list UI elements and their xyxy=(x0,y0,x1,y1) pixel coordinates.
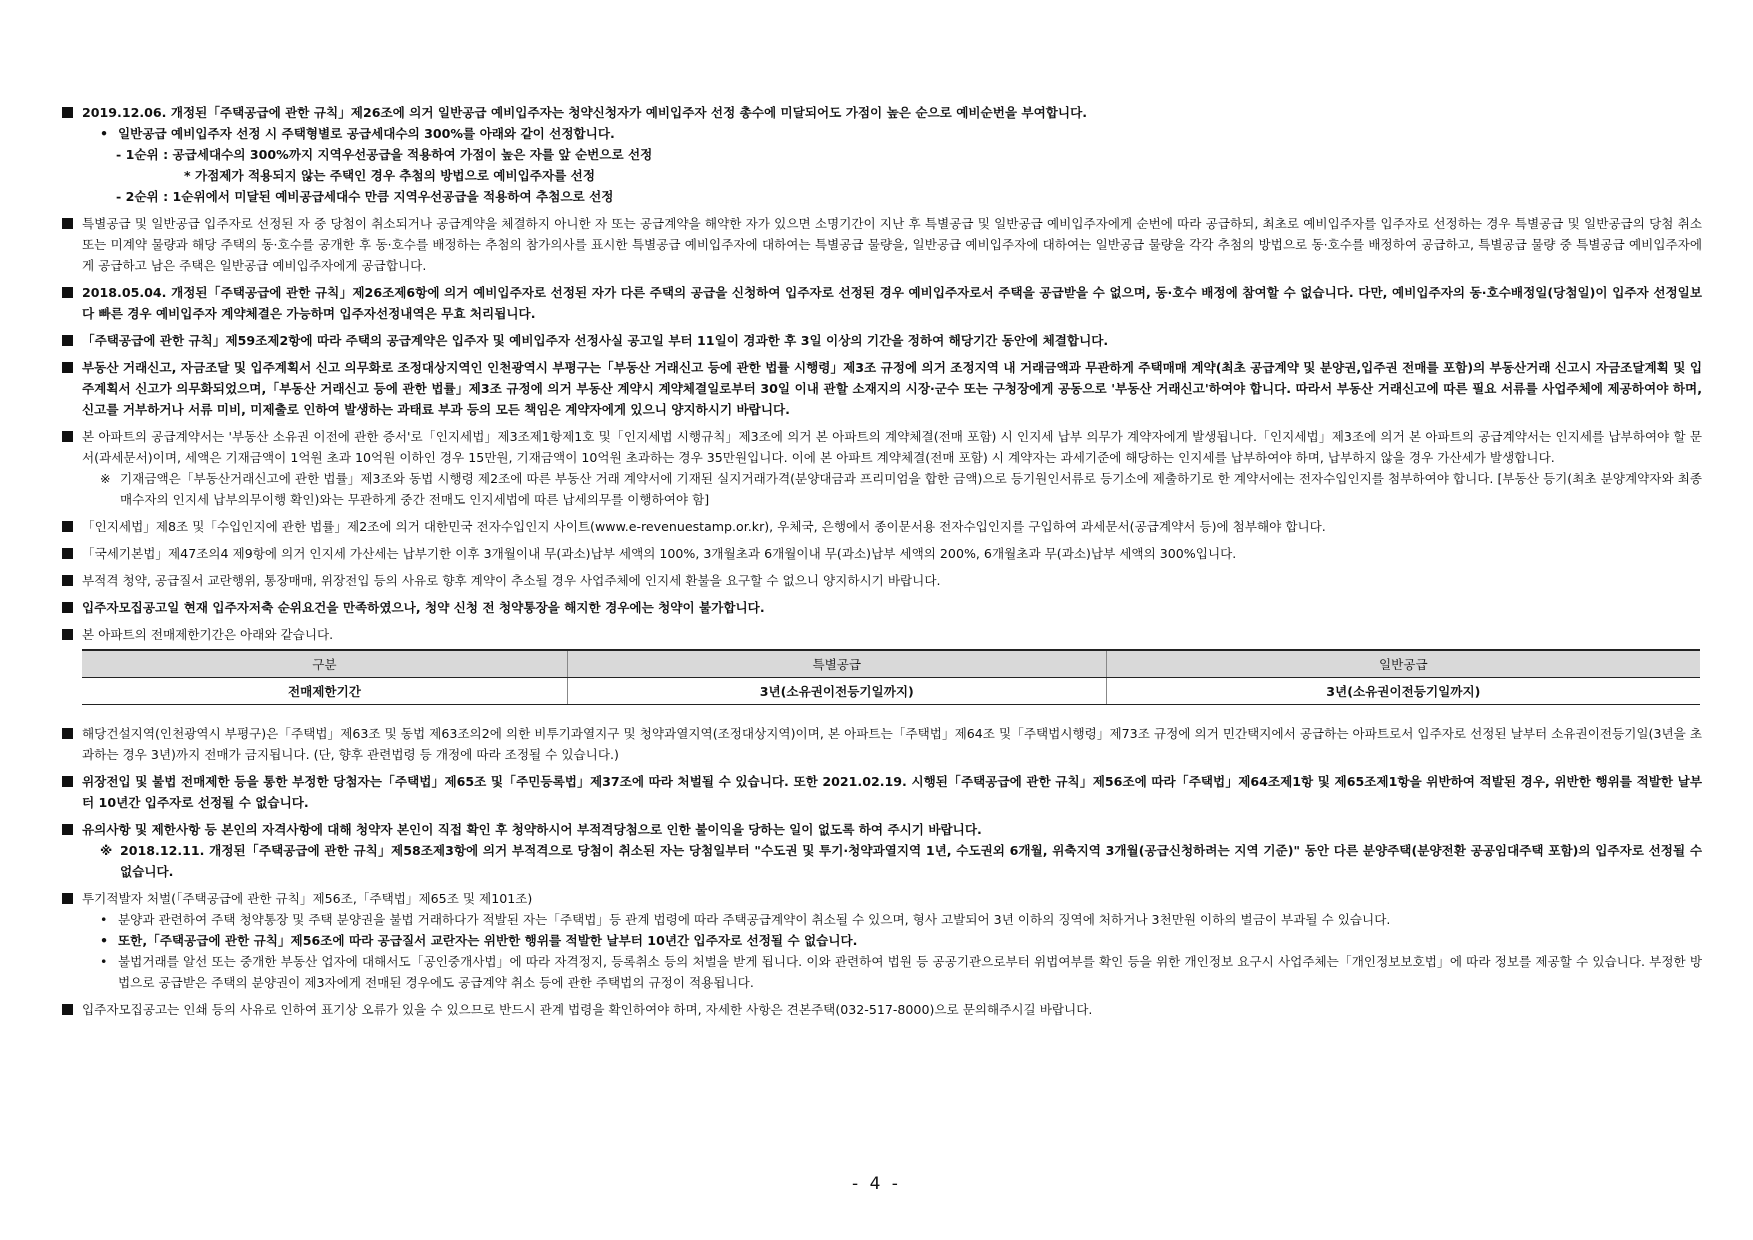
paragraph-text: 「인지세법」제8조 및「수입인지에 관한 법률」제2조에 의거 대한민국 전자수입인지 사이트(www.e-revenuestamp.or.kr), 우체국, 은행에서 종이문서용 전자수입인지를 구입하여 과세문서(공급계약서 등)에 첨부해야 합니다. xyxy=(82,519,1326,534)
square-bullet-icon xyxy=(62,107,73,118)
reference-mark-icon: ※ xyxy=(100,471,111,486)
notice-paragraph-e-stamp xyxy=(62,516,1702,537)
paragraph-text: 「국세기본법」제47조의4 제9항에 의거 인지세 가산세는 납부기한 이후 3개월이내 무(과소)납부 세액의 100%, 3개월초과 6개월이내 무(과소)납부 세액의 200%, 6개월초과 무(과소)납부 세액의 300%입니다. xyxy=(82,546,1237,561)
rank2-item: - 2순위 : 1순위에서 미달된 예비공급세대수 만큼 지역우선공급을 적용하여 추첨으로 선정 xyxy=(116,189,614,204)
table-row xyxy=(82,678,1700,705)
square-bullet-icon xyxy=(62,548,73,559)
square-bullet-icon xyxy=(62,893,73,904)
notice-paragraph-transaction-report xyxy=(62,357,1702,420)
notice-paragraph-contract-period xyxy=(62,330,1702,351)
notice-paragraph-reserve-restriction xyxy=(62,282,1702,324)
paragraph-text: 2019.12.06. 개정된「주택공급에 관한 규칙」제26조에 의거 일반공급 예비입주자는 청약신청자가 예비입주자 선정 총수에 미달되어도 가점이 높은 순으로 예비순번을 부여합니다. xyxy=(82,105,1088,120)
dot-bullet-icon: • xyxy=(100,126,109,141)
notice-paragraph-penalty-tax xyxy=(62,543,1702,564)
paragraph-text: 본 아파트의 공급계약서는 '부동산 소유권 이전에 관한 증서'로「인지세법」제3조제1항제1호 및「인지세법 시행규칙」제3조에 의거 본 아파트의 계약체결(전매 포함) 시 인지세 납부 의무가 계약자에게 발생됩니다.「인지세법」제3조에 의거 본 아파트의 공급계약서는 인지세를 납부하여야 할 문서(과세문서)이며, 세액은 기재금액이 1억원 초과 10억원 이하인 경우 15만원, 기재금액이 10억원 초과하는 경우 35만원입니다. 이에 본 아파트 계약체결(전매 포함) 시 계약자는 과세기준에 해당하는 인지세를 납부하여야 하며, 납부하지 않을 경우 가산세가 발생합니다. xyxy=(82,429,1702,465)
table-cell: 전매제한기간 xyxy=(82,678,567,705)
square-bullet-icon xyxy=(62,728,73,739)
stamp-tax-note: ※ 기재금액은「부동산거래신고에 관한 법률」제3조와 동법 시행령 제2조에 따른 부동산 거래 계약서에 기재된 실지거래가격(분양대금과 프리미엄을 합한 금액)으로 등기원인서류로 등기소에 제출하기로 한 계약서에는 전자수입인지를 첨부하여야 합니다. [부동산 등기(최초 분양계약자와 최종 매수자의 인지세 납부의무이행 확인)와는 무관하게 중간 전매도 인지세법에 따른 납세의무를 이행하여야 함] xyxy=(82,468,1702,510)
square-bullet-icon xyxy=(62,575,73,586)
paragraph-text: 투기적발자 처벌(「주택공급에 관한 규칙」제56조,「주택법」제65조 및 제101조) xyxy=(82,891,533,906)
table-cell: 3년(소유권이전등기일까지) xyxy=(1106,678,1700,705)
paragraph-text: 2018.05.04. 개정된「주택공급에 관한 규칙」제26조제6항에 의거 예비입주자로 선정된 자가 다른 주택의 공급을 신청하여 입주자로 선정된 경우 예비입주자로서 주택을 공급받을 수 없으며, 동·호수 배정에 참여할 수 없습니다. 다만, 예비입주자의 동·호수배정일(당첨일)이 입주자 선정일보다 빠른 경우 예비입주자 계약체결은 가능하며 입주자선정내역은 무효 처리됩니다. xyxy=(82,285,1702,321)
notice-body xyxy=(62,102,1702,1026)
notice-paragraph-eligibility-check xyxy=(62,819,1702,882)
square-bullet-icon xyxy=(62,287,73,298)
bullet-item: • 불법거래를 알선 또는 중개한 부동산 업자에 대해서도「공인중개사법」에 따라 자격정지, 등록취소 등의 처벌을 받게 됩니다. 이와 관련하여 법원 등 공공기관으로부터 위법여부를 확인 등을 위한 개인정보 요구시 사업주체는「개인정보보호법」에 따라 정보를 제공할 수 있습니다. 부정한 방법으로 공급받은 주택의 분양권이 제3자에게 전매된 경우에도 공급계약 취소 등에 관한 주택법의 규정이 적용됩니다. xyxy=(82,951,1702,993)
bullet-item: • 분양과 관련하여 주택 청약통장 및 주택 분양권을 불법 거래하다가 적발된 자는「주택법」등 관계 법령에 따라 주택공급계약이 취소될 수 있으며, 형사 고발되어 3년 이하의 징역에 처하거나 3천만원 이하의 벌금이 부과될 수 있습니다. xyxy=(82,909,1702,930)
square-bullet-icon xyxy=(62,431,73,442)
paragraph-text: 해당건설지역(인천광역시 부평구)은「주택법」제63조 및 동법 제63조의2에 의한 비투기과열지구 및 청약과열지역(조정대상지역)이며, 본 아파트는「주택법」제64조 및「주택법시행령」제73조 규정에 의거 민간택지에서 공급하는 아파트로서 입주자로 선정된 날부터 소유권이전등기일(3년을 초과하는 경우 3년)까지 전매가 금지됩니다. (단, 향후 관련법령 등 개정에 따라 조정될 수 있습니다.) xyxy=(82,726,1702,762)
reference-mark-icon: ※ xyxy=(100,843,113,858)
rank1-item: - 1순위 : 공급세대수의 300%까지 지역우선공급을 적용하여 가점이 높은 자를 앞 순번으로 선정 xyxy=(116,147,653,162)
paragraph-text: 「주택공급에 관한 규칙」제59조제2항에 따라 주택의 공급계약은 입주자 및 예비입주자 선정사실 공고일 부터 11일이 경과한 후 3일 이상의 기간을 정하여 해당기간 동안에 체결합니다. xyxy=(82,333,1109,348)
notice-paragraph-stamp-tax xyxy=(62,426,1702,510)
notice-paragraph-speculation-penalty xyxy=(62,888,1702,993)
paragraph-text: 입주자모집공고일 현재 입주자저축 순위요건을 만족하였으나, 청약 신청 전 청약통장을 해지한 경우에는 청약이 불가합니다. xyxy=(82,600,765,615)
notice-paragraph-disclaimer xyxy=(62,999,1702,1020)
notice-paragraph-resale-intro xyxy=(62,624,1702,645)
paragraph-text: 유의사항 및 제한사항 등 본인의 자격사항에 대해 청약자 본인이 직접 확인 후 청약하시어 부적격당첨으로 인한 불이익을 당하는 일이 없도록 하여 주시기 바랍니다. xyxy=(82,822,982,837)
paragraph-text: 위장전입 및 불법 전매제한 등을 통한 부정한 당첨자는「주택법」제65조 및「주민등록법」제37조에 따라 처벌될 수 있습니다. 또한 2021.02.19. 시행된「주택공급에 관한 규칙」제56조에 따라「주택법」제64조제1항 및 제65조제1항을 위반하여 적발된 경우, 위반한 행위를 적발한 날부터 10년간 입주자로 선정될 수 없습니다. xyxy=(82,774,1702,810)
paragraph-text: 부동산 거래신고, 자금조달 및 입주계획서 신고 의무화로 조정대상지역인 인천광역시 부평구는「부동산 거래신고 등에 관한 법률 시행령」제3조 규정에 의거 조정지역 내 거래금액과 무관하게 주택매매 계약(최초 공급계약 및 분양권,입주권 전매를 포함)의 부동산거래 신고시 자금조달계획 및 입주계획서 신고가 의무화되었으며,「부동산 거래신고 등에 관한 법률」제3조 규정에 의거 부동산 계약시 계약체결일로부터 30일 이내 관할 소재지의 시장·군수 또는 구청장에게 공동으로 '부동산 거래신고'하여야 합니다. 따라서 부동산 거래신고에 따른 필요 서류를 사업주체에 제공하여야 하며, 신고를 거부하거나 서류 미비, 미제출로 인하여 발생하는 과태료 부과 등의 모든 책임은 계약자에게 있으니 양지하시기 바랍니다. xyxy=(82,360,1702,417)
square-bullet-icon xyxy=(62,629,73,640)
notice-paragraph-reserve-supply xyxy=(62,213,1702,276)
paragraph-text: 본 아파트의 전매제한기간은 아래와 같습니다. xyxy=(82,627,334,642)
dot-bullet-icon: • xyxy=(100,933,109,948)
square-bullet-icon xyxy=(62,521,73,532)
paragraph-text: 입주자모집공고는 인쇄 등의 사유로 인하여 표기상 오류가 있을 수 있으므로 반드시 관계 법령을 확인하여야 하며, 자세한 사항은 견본주택(032-517-8000)으로 문의해주시길 바랍니다. xyxy=(82,1002,1093,1017)
table-header-cell: 구분 xyxy=(82,650,567,678)
square-bullet-icon xyxy=(62,602,73,613)
page-number: - 4 - xyxy=(852,1174,901,1194)
table-header-row xyxy=(82,650,1700,678)
paragraph-text: 부적격 청약, 공급질서 교란행위, 통장매매, 위장전입 등의 사유로 향후 계약이 추소될 경우 사업주체에 인지세 환불을 요구할 수 없으니 양지하시기 바랍니다. xyxy=(82,573,941,588)
paragraph-text: 특별공급 및 일반공급 입주자로 선정된 자 중 당첨이 취소되거나 공급계약을 체결하지 아니한 자 또는 공급계약을 해약한 자가 있으면 소명기간이 지난 후 특별공급 및 일반공급 예비입주자에게 순번에 따라 공급하되, 최초로 예비입주자를 입주자로 선정하는 경우 특별공급 및 일반공급의 당첨 취소 또는 미계약 물량과 해당 주택의 동·호수를 공개한 후 동·호수를 배정하는 추첨의 참가의사를 표시한 특별공급 예비입주자에 대하여는 특별공급 물량을, 일반공급 예비입주자에 대하여는 일반공급 물량을 각각 추첨의 방법으로 동·호수를 배정하여 공급하고, 특별공급 물량 중 특별공급 예비입주자에게 공급하고 남은 주택은 일반공급 예비입주자에게 공급합니다. xyxy=(82,216,1702,273)
dot-bullet-icon: • xyxy=(100,954,108,969)
rank1-note: * 가점제가 적용되지 않는 주택인 경우 추첨의 방법으로 예비입주자를 선정 xyxy=(184,168,596,183)
notice-paragraph-fraud-penalty xyxy=(62,771,1702,813)
square-bullet-icon xyxy=(62,362,73,373)
bullet-item: • 또한,「주택공급에 관한 규칙」제56조에 따라 공급질서 교란자는 위반한 행위를 적발한 날부터 10년간 입주자로 선정될 수 없습니다. xyxy=(82,930,1702,951)
square-bullet-icon xyxy=(62,776,73,787)
table-header-cell: 특별공급 xyxy=(567,650,1106,678)
square-bullet-icon xyxy=(62,824,73,835)
square-bullet-icon xyxy=(62,1004,73,1015)
resale-restriction-table xyxy=(82,649,1700,705)
bullet-item: • 일반공급 예비입주자 선정 시 주택형별로 공급세대수의 300%를 아래와 같이 선정합니다. xyxy=(82,123,1702,144)
square-bullet-icon xyxy=(62,218,73,229)
ineligible-note: ※ 2018.12.11. 개정된「주택공급에 관한 규칙」제58조제3항에 의거 부적격으로 당첨이 취소된 자는 당첨일부터 "수도권 및 투기·청약과열지역 1년, 수도권외 6개월, 위축지역 3개월(공급신청하려는 지역 기준)" 동안 다른 분양주택(분양전환 공공임대주택 포함)의 입주자로 선정될 수 없습니다. xyxy=(82,840,1702,882)
notice-paragraph-account-cancel xyxy=(62,597,1702,618)
notice-paragraph-reserve-order xyxy=(62,102,1702,207)
table-header-cell: 일반공급 xyxy=(1106,650,1700,678)
table-cell: 3년(소유권이전등기일까지) xyxy=(567,678,1106,705)
notice-paragraph-no-refund xyxy=(62,570,1702,591)
dot-bullet-icon: • xyxy=(100,912,108,927)
notice-paragraph-resale-ban xyxy=(62,723,1702,765)
square-bullet-icon xyxy=(62,335,73,346)
